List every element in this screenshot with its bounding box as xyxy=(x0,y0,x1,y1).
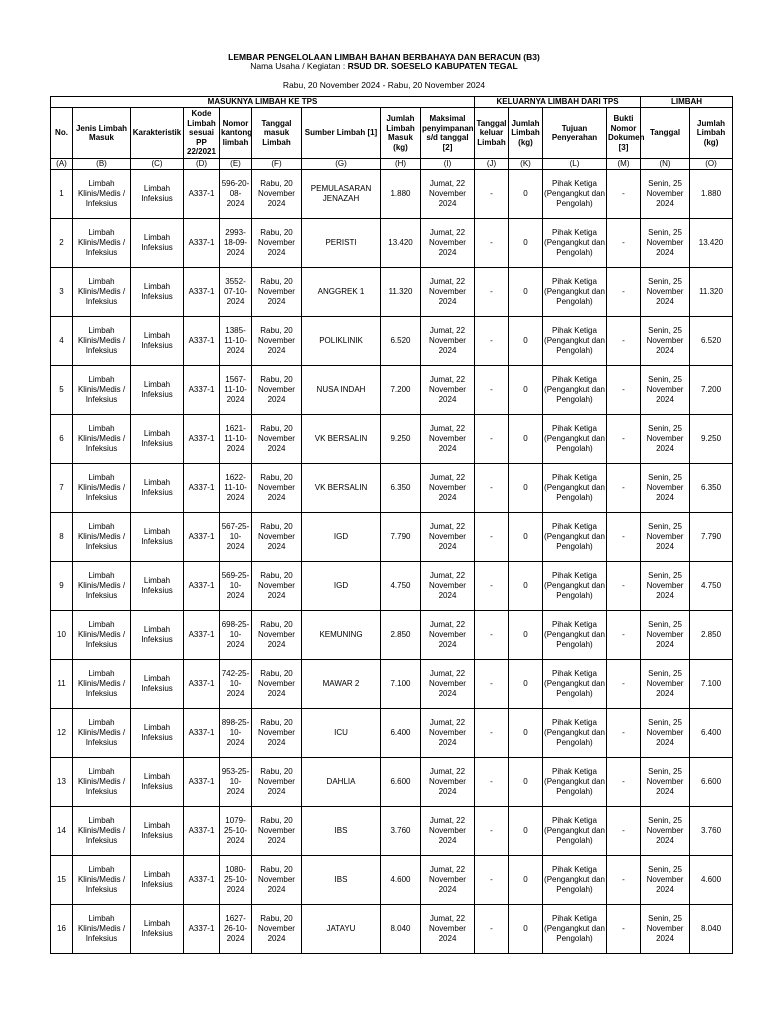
handover-destination: Pihak Ketiga (Pengangkut dan Pengolah) xyxy=(543,415,607,464)
date: Senin, 25 November 2024 xyxy=(641,562,690,611)
waste-amount: 7.790 xyxy=(690,513,733,562)
exit-amount: 0 xyxy=(509,611,543,660)
entry-amount: 6.600 xyxy=(381,758,421,807)
table-row xyxy=(51,317,733,366)
waste-code: A337-1 xyxy=(184,464,220,513)
waste-type: Limbah Klinis/Medis / Infeksius xyxy=(73,611,131,660)
exit-amount: 0 xyxy=(509,562,543,611)
table-row xyxy=(51,807,733,856)
handover-destination: Pihak Ketiga (Pengangkut dan Pengolah) xyxy=(543,317,607,366)
waste-code: A337-1 xyxy=(184,513,220,562)
column-header: Tanggal keluar Limbah xyxy=(475,108,509,159)
entry-amount: 6.350 xyxy=(381,464,421,513)
date: Senin, 25 November 2024 xyxy=(641,856,690,905)
entry-date: Rabu, 20 November 2024 xyxy=(252,268,302,317)
entry-date: Rabu, 20 November 2024 xyxy=(252,415,302,464)
entry-amount: 7.790 xyxy=(381,513,421,562)
report-period: Rabu, 20 November 2024 - Rabu, 20 November 2024 xyxy=(282,80,486,90)
column-header: Jumlah Limbah (kg) xyxy=(690,108,733,159)
waste-type: Limbah Klinis/Medis / Infeksius xyxy=(73,219,131,268)
waste-amount: 4.600 xyxy=(690,856,733,905)
row-number: 12 xyxy=(51,709,73,758)
waste-amount: 8.040 xyxy=(690,905,733,954)
waste-type: Limbah Klinis/Medis / Infeksius xyxy=(73,905,131,954)
column-letter: (L) xyxy=(543,159,607,170)
exit-amount: 0 xyxy=(509,366,543,415)
waste-type: Limbah Klinis/Medis / Infeksius xyxy=(73,317,131,366)
entry-amount: 6.520 xyxy=(381,317,421,366)
exit-date: - xyxy=(475,366,509,415)
bag-number: 569-25-10-2024 xyxy=(220,562,252,611)
waste-type: Limbah Klinis/Medis / Infeksius xyxy=(73,660,131,709)
table-row xyxy=(51,219,733,268)
characteristic: Limbah Infeksius xyxy=(131,513,184,562)
column-letter-row xyxy=(51,159,733,170)
exit-amount: 0 xyxy=(509,807,543,856)
date: Senin, 25 November 2024 xyxy=(641,758,690,807)
date: Senin, 25 November 2024 xyxy=(641,905,690,954)
column-header: No. xyxy=(51,108,73,159)
waste-code: A337-1 xyxy=(184,317,220,366)
handover-destination: Pihak Ketiga (Pengangkut dan Pengolah) xyxy=(543,366,607,415)
document-proof: - xyxy=(607,758,641,807)
table-row xyxy=(51,415,733,464)
table-row xyxy=(51,366,733,415)
max-storage-date: Jumat, 22 November 2024 xyxy=(421,611,475,660)
document-proof: - xyxy=(607,905,641,954)
date: Senin, 25 November 2024 xyxy=(641,170,690,219)
row-number: 4 xyxy=(51,317,73,366)
max-storage-date: Jumat, 22 November 2024 xyxy=(421,856,475,905)
exit-date: - xyxy=(475,807,509,856)
bag-number: 1627-26-10-2024 xyxy=(220,905,252,954)
exit-date: - xyxy=(475,415,509,464)
entry-date: Rabu, 20 November 2024 xyxy=(252,905,302,954)
entry-date: Rabu, 20 November 2024 xyxy=(252,758,302,807)
document-proof: - xyxy=(607,170,641,219)
row-number: 2 xyxy=(51,219,73,268)
max-storage-date: Jumat, 22 November 2024 xyxy=(421,709,475,758)
waste-amount: 1.880 xyxy=(690,170,733,219)
row-number: 5 xyxy=(51,366,73,415)
waste-amount: 9.250 xyxy=(690,415,733,464)
waste-code: A337-1 xyxy=(184,807,220,856)
waste-amount: 6.350 xyxy=(690,464,733,513)
document-proof: - xyxy=(607,366,641,415)
waste-amount: 7.100 xyxy=(690,660,733,709)
exit-date: - xyxy=(475,268,509,317)
exit-amount: 0 xyxy=(509,219,543,268)
waste-source: POLIKLINIK xyxy=(302,317,381,366)
max-storage-date: Jumat, 22 November 2024 xyxy=(421,807,475,856)
row-number: 1 xyxy=(51,170,73,219)
group-header-keluar: KELUARNYA LIMBAH DARI TPS xyxy=(475,97,641,108)
waste-code: A337-1 xyxy=(184,562,220,611)
max-storage-date: Jumat, 22 November 2024 xyxy=(421,513,475,562)
handover-destination: Pihak Ketiga (Pengangkut dan Pengolah) xyxy=(543,758,607,807)
entry-amount: 7.200 xyxy=(381,366,421,415)
waste-source: VK BERSALIN xyxy=(302,464,381,513)
waste-source: IBS xyxy=(302,807,381,856)
waste-type: Limbah Klinis/Medis / Infeksius xyxy=(73,415,131,464)
waste-code: A337-1 xyxy=(184,758,220,807)
waste-source: JATAYU xyxy=(302,905,381,954)
column-header: Kode Limbah sesuai PP 22/2021 xyxy=(184,108,220,159)
column-header: Sumber Limbah [1] xyxy=(302,108,381,159)
entry-amount: 4.750 xyxy=(381,562,421,611)
waste-code: A337-1 xyxy=(184,905,220,954)
exit-date: - xyxy=(475,758,509,807)
exit-amount: 0 xyxy=(509,905,543,954)
document-proof: - xyxy=(607,513,641,562)
bag-number: 2993-18-09-2024 xyxy=(220,219,252,268)
entry-amount: 8.040 xyxy=(381,905,421,954)
waste-type: Limbah Klinis/Medis / Infeksius xyxy=(73,366,131,415)
exit-date: - xyxy=(475,611,509,660)
column-letter: (H) xyxy=(381,159,421,170)
bag-number: 1622-11-10-2024 xyxy=(220,464,252,513)
row-number: 3 xyxy=(51,268,73,317)
row-number: 14 xyxy=(51,807,73,856)
column-letter: (D) xyxy=(184,159,220,170)
exit-amount: 0 xyxy=(509,268,543,317)
characteristic: Limbah Infeksius xyxy=(131,415,184,464)
max-storage-date: Jumat, 22 November 2024 xyxy=(421,660,475,709)
entry-date: Rabu, 20 November 2024 xyxy=(252,562,302,611)
bag-number: 898-25-10-2024 xyxy=(220,709,252,758)
exit-amount: 0 xyxy=(509,660,543,709)
entry-amount: 3.760 xyxy=(381,807,421,856)
entry-date: Rabu, 20 November 2024 xyxy=(252,611,302,660)
exit-date: - xyxy=(475,856,509,905)
date: Senin, 25 November 2024 xyxy=(641,415,690,464)
characteristic: Limbah Infeksius xyxy=(131,856,184,905)
max-storage-date: Jumat, 22 November 2024 xyxy=(421,170,475,219)
bag-number: 698-25-10-2024 xyxy=(220,611,252,660)
column-header: Jenis Limbah Masuk xyxy=(73,108,131,159)
date: Senin, 25 November 2024 xyxy=(641,317,690,366)
waste-code: A337-1 xyxy=(184,415,220,464)
exit-date: - xyxy=(475,464,509,513)
characteristic: Limbah Infeksius xyxy=(131,905,184,954)
document-proof: - xyxy=(607,415,641,464)
row-number: 10 xyxy=(51,611,73,660)
waste-code: A337-1 xyxy=(184,268,220,317)
company-label: Nama Usaha / Kegiatan : xyxy=(250,61,348,71)
exit-amount: 0 xyxy=(509,709,543,758)
waste-type: Limbah Klinis/Medis / Infeksius xyxy=(73,758,131,807)
waste-source: IGD xyxy=(302,513,381,562)
entry-date: Rabu, 20 November 2024 xyxy=(252,219,302,268)
handover-destination: Pihak Ketiga (Pengangkut dan Pengolah) xyxy=(543,464,607,513)
entry-amount: 4.600 xyxy=(381,856,421,905)
waste-source: PEMULASARAN JENAZAH xyxy=(302,170,381,219)
waste-source: ANGGREK 1 xyxy=(302,268,381,317)
date: Senin, 25 November 2024 xyxy=(641,709,690,758)
exit-date: - xyxy=(475,317,509,366)
waste-code: A337-1 xyxy=(184,219,220,268)
column-header-row xyxy=(51,108,733,159)
waste-source: IBS xyxy=(302,856,381,905)
handover-destination: Pihak Ketiga (Pengangkut dan Pengolah) xyxy=(543,219,607,268)
handover-destination: Pihak Ketiga (Pengangkut dan Pengolah) xyxy=(543,856,607,905)
column-letter: (J) xyxy=(475,159,509,170)
table-body xyxy=(51,170,733,954)
waste-amount: 6.520 xyxy=(690,317,733,366)
table-row xyxy=(51,268,733,317)
column-letter: (K) xyxy=(509,159,543,170)
entry-amount: 6.400 xyxy=(381,709,421,758)
characteristic: Limbah Infeksius xyxy=(131,807,184,856)
waste-source: MAWAR 2 xyxy=(302,660,381,709)
max-storage-date: Jumat, 22 November 2024 xyxy=(421,758,475,807)
table-row xyxy=(51,513,733,562)
table-row xyxy=(51,464,733,513)
column-letter: (C) xyxy=(131,159,184,170)
characteristic: Limbah Infeksius xyxy=(131,366,184,415)
bag-number: 1080-25-10-2024 xyxy=(220,856,252,905)
waste-type: Limbah Klinis/Medis / Infeksius xyxy=(73,464,131,513)
exit-date: - xyxy=(475,709,509,758)
waste-type: Limbah Klinis/Medis / Infeksius xyxy=(73,562,131,611)
document-proof: - xyxy=(607,660,641,709)
waste-source: NUSA INDAH xyxy=(302,366,381,415)
bag-number: 596-20-08-2024 xyxy=(220,170,252,219)
max-storage-date: Jumat, 22 November 2024 xyxy=(421,464,475,513)
row-number: 6 xyxy=(51,415,73,464)
exit-date: - xyxy=(475,660,509,709)
entry-date: Rabu, 20 November 2024 xyxy=(252,709,302,758)
waste-source: IGD xyxy=(302,562,381,611)
exit-amount: 0 xyxy=(509,856,543,905)
bag-number: 953-25-10-2024 xyxy=(220,758,252,807)
date: Senin, 25 November 2024 xyxy=(641,660,690,709)
bag-number: 1079-25-10-2024 xyxy=(220,807,252,856)
entry-amount: 1.880 xyxy=(381,170,421,219)
characteristic: Limbah Infeksius xyxy=(131,562,184,611)
waste-code: A337-1 xyxy=(184,170,220,219)
exit-amount: 0 xyxy=(509,415,543,464)
handover-destination: Pihak Ketiga (Pengangkut dan Pengolah) xyxy=(543,562,607,611)
document-title: LEMBAR PENGELOLAAN LIMBAH BAHAN BERBAHAYA DAN BERACUN (B3) xyxy=(228,52,540,62)
table-row xyxy=(51,856,733,905)
column-header: Karakteristik xyxy=(131,108,184,159)
exit-amount: 0 xyxy=(509,317,543,366)
column-header: Maksimal penyimpanan s/d tanggal [2] xyxy=(421,108,475,159)
waste-type: Limbah Klinis/Medis / Infeksius xyxy=(73,268,131,317)
company-name: RSUD DR. SOESELO KABUPATEN TEGAL xyxy=(347,61,518,71)
entry-amount: 13.420 xyxy=(381,219,421,268)
waste-amount: 13.420 xyxy=(690,219,733,268)
column-letter: (N) xyxy=(641,159,690,170)
date: Senin, 25 November 2024 xyxy=(641,513,690,562)
handover-destination: Pihak Ketiga (Pengangkut dan Pengolah) xyxy=(543,709,607,758)
characteristic: Limbah Infeksius xyxy=(131,758,184,807)
table-row xyxy=(51,170,733,219)
table-row xyxy=(51,905,733,954)
waste-source: VK BERSALIN xyxy=(302,415,381,464)
date: Senin, 25 November 2024 xyxy=(641,366,690,415)
document-proof: - xyxy=(607,709,641,758)
characteristic: Limbah Infeksius xyxy=(131,464,184,513)
waste-amount: 6.400 xyxy=(690,709,733,758)
bag-number: 1567-11-10-2024 xyxy=(220,366,252,415)
column-header: Bukti Nomor Dokumen [3] xyxy=(607,108,641,159)
document-proof: - xyxy=(607,464,641,513)
company-line xyxy=(0,61,768,71)
table-row xyxy=(51,660,733,709)
waste-type: Limbah Klinis/Medis / Infeksius xyxy=(73,856,131,905)
handover-destination: Pihak Ketiga (Pengangkut dan Pengolah) xyxy=(543,513,607,562)
document-proof: - xyxy=(607,562,641,611)
waste-amount: 7.200 xyxy=(690,366,733,415)
waste-source: ICU xyxy=(302,709,381,758)
date: Senin, 25 November 2024 xyxy=(641,268,690,317)
column-letter: (G) xyxy=(302,159,381,170)
handover-destination: Pihak Ketiga (Pengangkut dan Pengolah) xyxy=(543,905,607,954)
column-header: Jumlah Limbah (kg) xyxy=(509,108,543,159)
characteristic: Limbah Infeksius xyxy=(131,709,184,758)
characteristic: Limbah Infeksius xyxy=(131,611,184,660)
entry-date: Rabu, 20 November 2024 xyxy=(252,366,302,415)
document-proof: - xyxy=(607,807,641,856)
entry-date: Rabu, 20 November 2024 xyxy=(252,807,302,856)
waste-code: A337-1 xyxy=(184,856,220,905)
entry-date: Rabu, 20 November 2024 xyxy=(252,513,302,562)
exit-amount: 0 xyxy=(509,758,543,807)
waste-amount: 4.750 xyxy=(690,562,733,611)
max-storage-date: Jumat, 22 November 2024 xyxy=(421,317,475,366)
entry-date: Rabu, 20 November 2024 xyxy=(252,856,302,905)
exit-date: - xyxy=(475,513,509,562)
handover-destination: Pihak Ketiga (Pengangkut dan Pengolah) xyxy=(543,807,607,856)
max-storage-date: Jumat, 22 November 2024 xyxy=(421,219,475,268)
document-proof: - xyxy=(607,268,641,317)
row-number: 8 xyxy=(51,513,73,562)
waste-amount: 2.850 xyxy=(690,611,733,660)
handover-destination: Pihak Ketiga (Pengangkut dan Pengolah) xyxy=(543,170,607,219)
date: Senin, 25 November 2024 xyxy=(641,219,690,268)
characteristic: Limbah Infeksius xyxy=(131,317,184,366)
bag-number: 567-25-10-2024 xyxy=(220,513,252,562)
max-storage-date: Jumat, 22 November 2024 xyxy=(421,415,475,464)
handover-destination: Pihak Ketiga (Pengangkut dan Pengolah) xyxy=(543,611,607,660)
row-number: 9 xyxy=(51,562,73,611)
bag-number: 3552-07-10-2024 xyxy=(220,268,252,317)
column-letter: (B) xyxy=(73,159,131,170)
column-header: Tanggal masuk Limbah xyxy=(252,108,302,159)
row-number: 7 xyxy=(51,464,73,513)
group-header-row xyxy=(51,97,733,108)
entry-amount: 2.850 xyxy=(381,611,421,660)
waste-code: A337-1 xyxy=(184,611,220,660)
waste-type: Limbah Klinis/Medis / Infeksius xyxy=(73,170,131,219)
entry-date: Rabu, 20 November 2024 xyxy=(252,464,302,513)
handover-destination: Pihak Ketiga (Pengangkut dan Pengolah) xyxy=(543,268,607,317)
column-header: Jumlah Limbah Masuk (kg) xyxy=(381,108,421,159)
column-letter: (A) xyxy=(51,159,73,170)
characteristic: Limbah Infeksius xyxy=(131,219,184,268)
exit-date: - xyxy=(475,170,509,219)
column-letter: (F) xyxy=(252,159,302,170)
max-storage-date: Jumat, 22 November 2024 xyxy=(421,268,475,317)
characteristic: Limbah Infeksius xyxy=(131,660,184,709)
waste-source: KEMUNING xyxy=(302,611,381,660)
waste-type: Limbah Klinis/Medis / Infeksius xyxy=(73,709,131,758)
entry-amount: 11.320 xyxy=(381,268,421,317)
waste-source: PERISTI xyxy=(302,219,381,268)
document-proof: - xyxy=(607,317,641,366)
table-row xyxy=(51,758,733,807)
waste-amount: 3.760 xyxy=(690,807,733,856)
row-number: 15 xyxy=(51,856,73,905)
document-proof: - xyxy=(607,219,641,268)
column-letter: (M) xyxy=(607,159,641,170)
entry-amount: 9.250 xyxy=(381,415,421,464)
bag-number: 742-25-10-2024 xyxy=(220,660,252,709)
column-letter: (I) xyxy=(421,159,475,170)
waste-table xyxy=(50,96,733,954)
waste-code: A337-1 xyxy=(184,366,220,415)
bag-number: 1385-11-10-2024 xyxy=(220,317,252,366)
exit-date: - xyxy=(475,219,509,268)
date: Senin, 25 November 2024 xyxy=(641,807,690,856)
exit-amount: 0 xyxy=(509,513,543,562)
waste-amount: 6.600 xyxy=(690,758,733,807)
waste-source: DAHLIA xyxy=(302,758,381,807)
table-row xyxy=(51,611,733,660)
column-header: Nomor kantong limbah xyxy=(220,108,252,159)
row-number: 13 xyxy=(51,758,73,807)
max-storage-date: Jumat, 22 November 2024 xyxy=(421,905,475,954)
exit-date: - xyxy=(475,905,509,954)
waste-amount: 11.320 xyxy=(690,268,733,317)
column-header: Tanggal xyxy=(641,108,690,159)
max-storage-date: Jumat, 22 November 2024 xyxy=(421,562,475,611)
table-row xyxy=(51,709,733,758)
waste-code: A337-1 xyxy=(184,709,220,758)
entry-date: Rabu, 20 November 2024 xyxy=(252,317,302,366)
document-proof: - xyxy=(607,611,641,660)
date: Senin, 25 November 2024 xyxy=(641,464,690,513)
max-storage-date: Jumat, 22 November 2024 xyxy=(421,366,475,415)
characteristic: Limbah Infeksius xyxy=(131,268,184,317)
exit-date: - xyxy=(475,562,509,611)
exit-amount: 0 xyxy=(509,464,543,513)
bag-number: 1621-11-10-2024 xyxy=(220,415,252,464)
waste-code: A337-1 xyxy=(184,660,220,709)
table-row xyxy=(51,562,733,611)
waste-type: Limbah Klinis/Medis / Infeksius xyxy=(73,513,131,562)
row-number: 16 xyxy=(51,905,73,954)
entry-date: Rabu, 20 November 2024 xyxy=(252,170,302,219)
exit-amount: 0 xyxy=(509,170,543,219)
group-header-masuk: MASUKNYA LIMBAH KE TPS xyxy=(51,97,475,108)
entry-date: Rabu, 20 November 2024 xyxy=(252,660,302,709)
document-proof: - xyxy=(607,856,641,905)
characteristic: Limbah Infeksius xyxy=(131,170,184,219)
row-number: 11 xyxy=(51,660,73,709)
group-header-limbah: LIMBAH xyxy=(641,97,733,108)
waste-type: Limbah Klinis/Medis / Infeksius xyxy=(73,807,131,856)
column-header: Tujuan Penyerahan xyxy=(543,108,607,159)
date: Senin, 25 November 2024 xyxy=(641,611,690,660)
entry-amount: 7.100 xyxy=(381,660,421,709)
column-letter: (E) xyxy=(220,159,252,170)
handover-destination: Pihak Ketiga (Pengangkut dan Pengolah) xyxy=(543,660,607,709)
column-letter: (O) xyxy=(690,159,733,170)
